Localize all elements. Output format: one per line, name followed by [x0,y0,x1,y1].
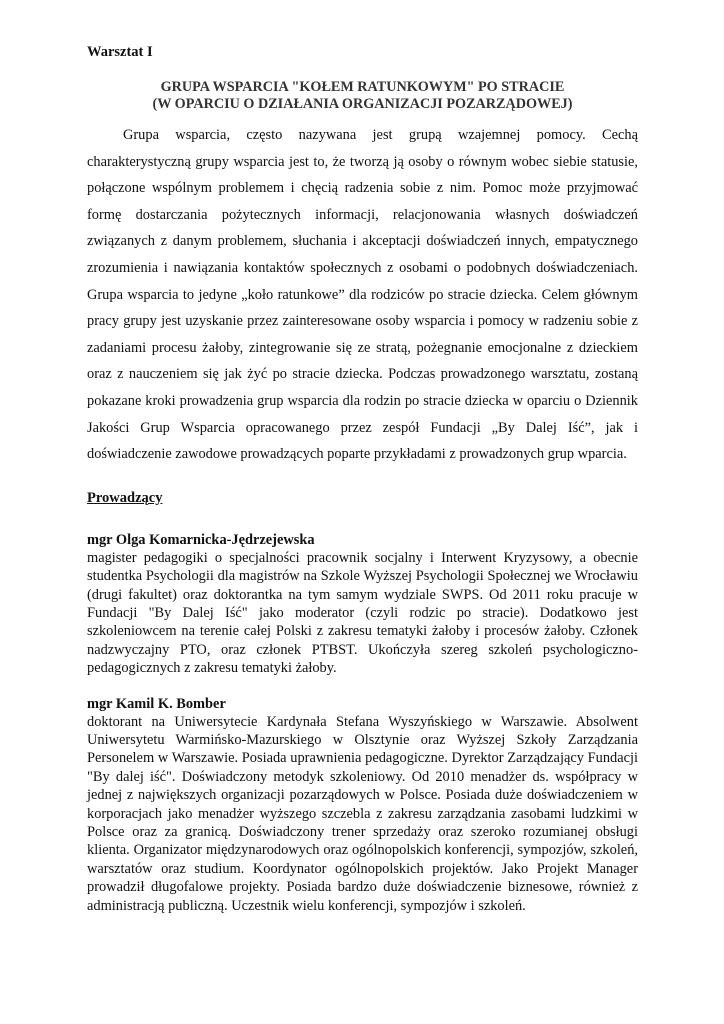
presenter-name: mgr Olga Komarnicka-Jędrzejewska [87,531,315,548]
document-page [87,42,638,915]
presenter-block [87,695,638,915]
title-line-2: (W OPARCIU O DZIAŁANIA ORGANIZACJI POZARZĄDOWEJ) [152,96,573,112]
title-line-1: GRUPA WSPARCIA "KOŁEM RATUNKOWYM" PO STRACIE [160,79,565,95]
document-title [87,79,638,113]
presenter-block [87,531,638,678]
presenter-name: mgr Kamil K. Bomber [87,695,226,712]
presenter-bio: magister pedagogiki o specjalności pracownik socjalny i Interwent Kryzysowy, a obecnie studentka Psychologii dla magistrów na Szkole Wyższej Psychologii Społecznej we Wrocławiu (drugi fakultet) oraz doktorantka na tym samym wydziale SWPS. Od 2011 roku pracuje w Fundacji "By Dalej Iść" jako moderator (czyli rodzic po stracie). Dodatkowo jest szkoleniowcem na terenie całej Polski z zakresu tematyki żałoby i procesów żałoby. Członek nadzwyczajny PTO, oraz członek PTBST. Ukończyła szereg szkoleń psychologiczno-pedagogicznych z zakresu tematyki żałoby. [87,549,638,677]
intro-paragraph: Grupa wsparcia, często nazywana jest grupą wzajemnej pomocy. Cechą charakterystyczną grupy wsparcia jest to, że tworzą ją osoby o równym wobec siebie statusie, połączone wspólnym problemem i chęcią radzenia sobie z nim. Pomoc może przyjmować formę dostarczania pożytecznych informacji, relacjonowania własnych doświadczeń związanych z danym problemem, słuchania i akceptacji doświadczeń innych, empatycznego zrozumienia i nawiązania kontaktów społecznych z osobami o podobnych doświadczeniach. Grupa wsparcia to jedyne „koło ratunkowe” dla rodziców po stracie dziecka. Celem głównym pracy grupy jest uzyskanie przez zainteresowane osoby wsparcia i pomocy w radzeniu sobie z zadaniami procesu żałoby, zintegrowanie się ze stratą, pożegnanie emocjonalne z dzieckiem oraz z nauczeniem się jak żyć po stracie dziecka. Podczas prowadzonego warsztatu, zostaną pokazane kroki prowadzenia grup wsparcia dla rodzin po stracie dziecka w oparciu o Dziennik Jakości Grup Wsparcia opracowanego przez zespół Fundacji „By Dalej Iść”, jak i doświadczenie zawodowe prowadzących poparte przykładami z prowadzonych grup wparcia. [87,127,638,463]
workshop-label: Warsztat I [87,44,153,60]
section-heading-presenters: Prowadzący [87,489,163,506]
presenter-bio: doktorant na Uniwersytecie Kardynała Stefana Wyszyńskiego w Warszawie. Absolwent Uniwersytetu Warmińsko-Mazurskiego w Olsztynie oraz Wyższej Szkoły Zarządzania Personelem w Warszawie. Posiada uprawnienia pedagogiczne. Dyrektor Zarządzający Fundacji "By dalej iść". Doświadczony metodyk szkoleniowy. Od 2010 menadżer ds. współpracy w jednej z największych organizacji pozarządowych w Polsce. Posiada duże doświadczeniem w korporacjach jako menadżer wyższego szczebla z zakresu zarządzania zasobami ludzkimi w Polsce oraz za granicą. Doświadczony trener sprzedaży oraz szeroko rozumianej obsługi klienta. Organizator międzynarodowych oraz ogólnopolskich konferencji, sympozjów, szkoleń, warsztatów oraz studium. Koordynator ogólnopolskich projektów. Jako Projekt Manager prowadził długofalowe projekty. Posiada bardzo duże doświadczenie biznesowe, również z administracją publiczną. Uczestnik wielu konferencji, sympozjów i szkoleń. [87,713,638,914]
